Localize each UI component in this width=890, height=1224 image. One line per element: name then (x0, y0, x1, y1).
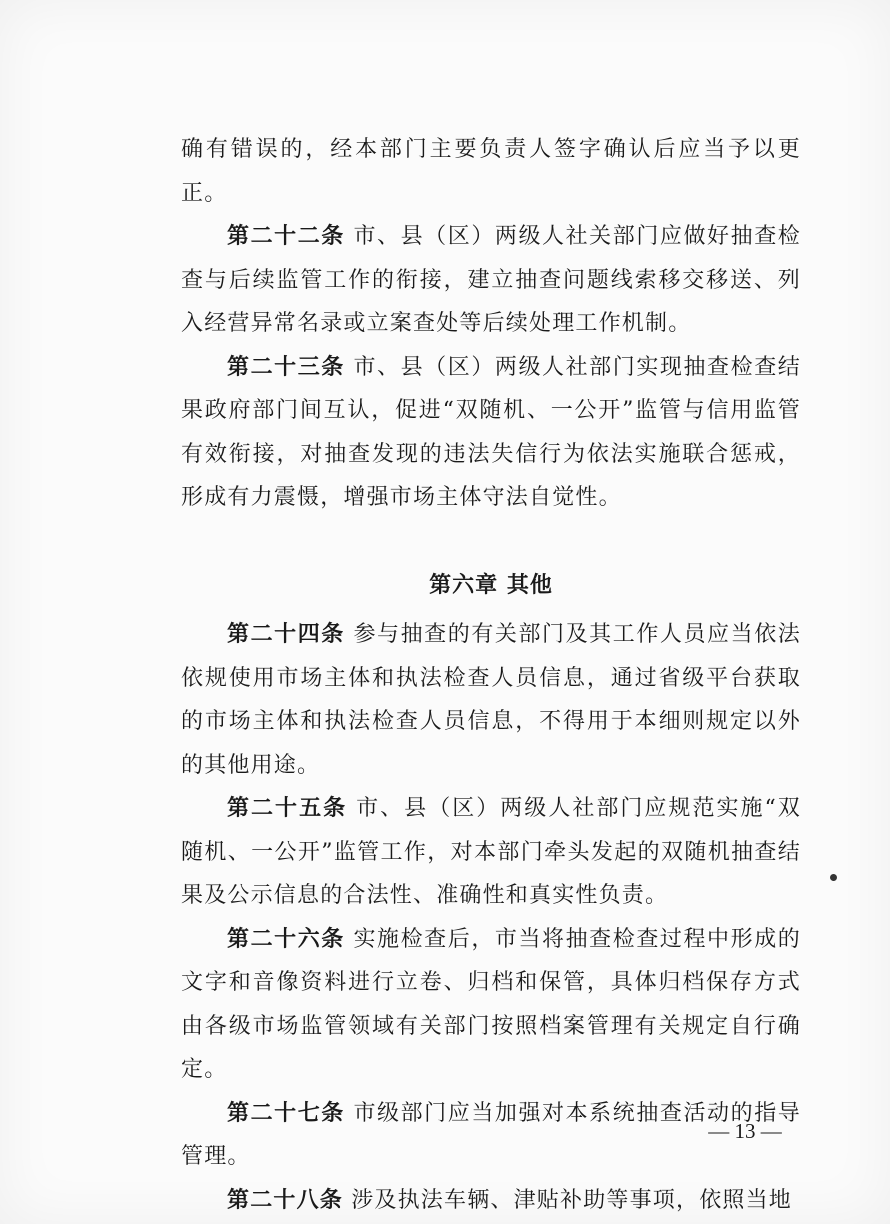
article-24 (181, 613, 801, 787)
article-text: 市、县（区）两级人社关部门应做好抽查检查与后续监管工作的衔接，建立抽查问题线索移交移送、列入经营异常名录或立案查处等后续处理工作机制。 (181, 224, 801, 336)
article-text: 市级部门应当加强对本系统抽查活动的指导管理。 (181, 1100, 801, 1169)
article-number: 第二十七条 (227, 1099, 345, 1126)
article-22 (181, 215, 801, 346)
article-text: 参与抽查的有关部门及其工作人员应当依法依规使用市场主体和执法检查人员信息，通过省级平台获取的市场主体和执法检查人员信息，不得用于本细则规定以外的其他用途。 (181, 622, 801, 778)
paragraph-continuation (181, 128, 801, 215)
article-28 (181, 1179, 801, 1223)
article-number: 第二十八条 (227, 1186, 344, 1213)
article-number: 第二十二条 (227, 223, 345, 249)
article-number: 第二十六条 (227, 925, 345, 952)
article-25 (181, 787, 801, 918)
article-23 (181, 346, 801, 520)
article-text: 市、县（区）两级人社部门实现抽查检查结果政府部门间互认，促进“双随机、一公开”监管与信用监管有效衔接，对抽查发现的违法失信行为依法实施联合惩戒，形成有力震慑，增强市场主体守法自觉性。 (181, 354, 801, 510)
scan-speck (829, 873, 839, 883)
article-26 (181, 918, 801, 1092)
article-number: 第二十四条 (227, 621, 345, 647)
article-text: 实施检查后，市当将抽查检查过程中形成的文字和音像资料进行立卷、归档和保管，具体归档保存方式由各级市场监管领域有关部门按照档案管理有关规定自行确定。 (181, 926, 801, 1082)
article-number: 第二十三条 (227, 353, 345, 380)
page-number: — 13 — (708, 1119, 782, 1143)
document-body (181, 128, 801, 1222)
chapter-heading: 第六章 其他 (429, 571, 553, 598)
article-number: 第二十五条 (227, 795, 348, 821)
article-text: 市、县（区）两级人社部门应规范实施“双随机、一公开”监管工作，对本部门牵头发起的双随机抽查结果及公示信息的合法性、准确性和真实性负责。 (181, 796, 801, 908)
article-text: 涉及执法车辆、津贴补助等事项，依照当地 (343, 1187, 793, 1213)
paragraph-text: 确有错误的，经本部门主要负责人签字确认后应当予以更正。 (181, 137, 801, 206)
